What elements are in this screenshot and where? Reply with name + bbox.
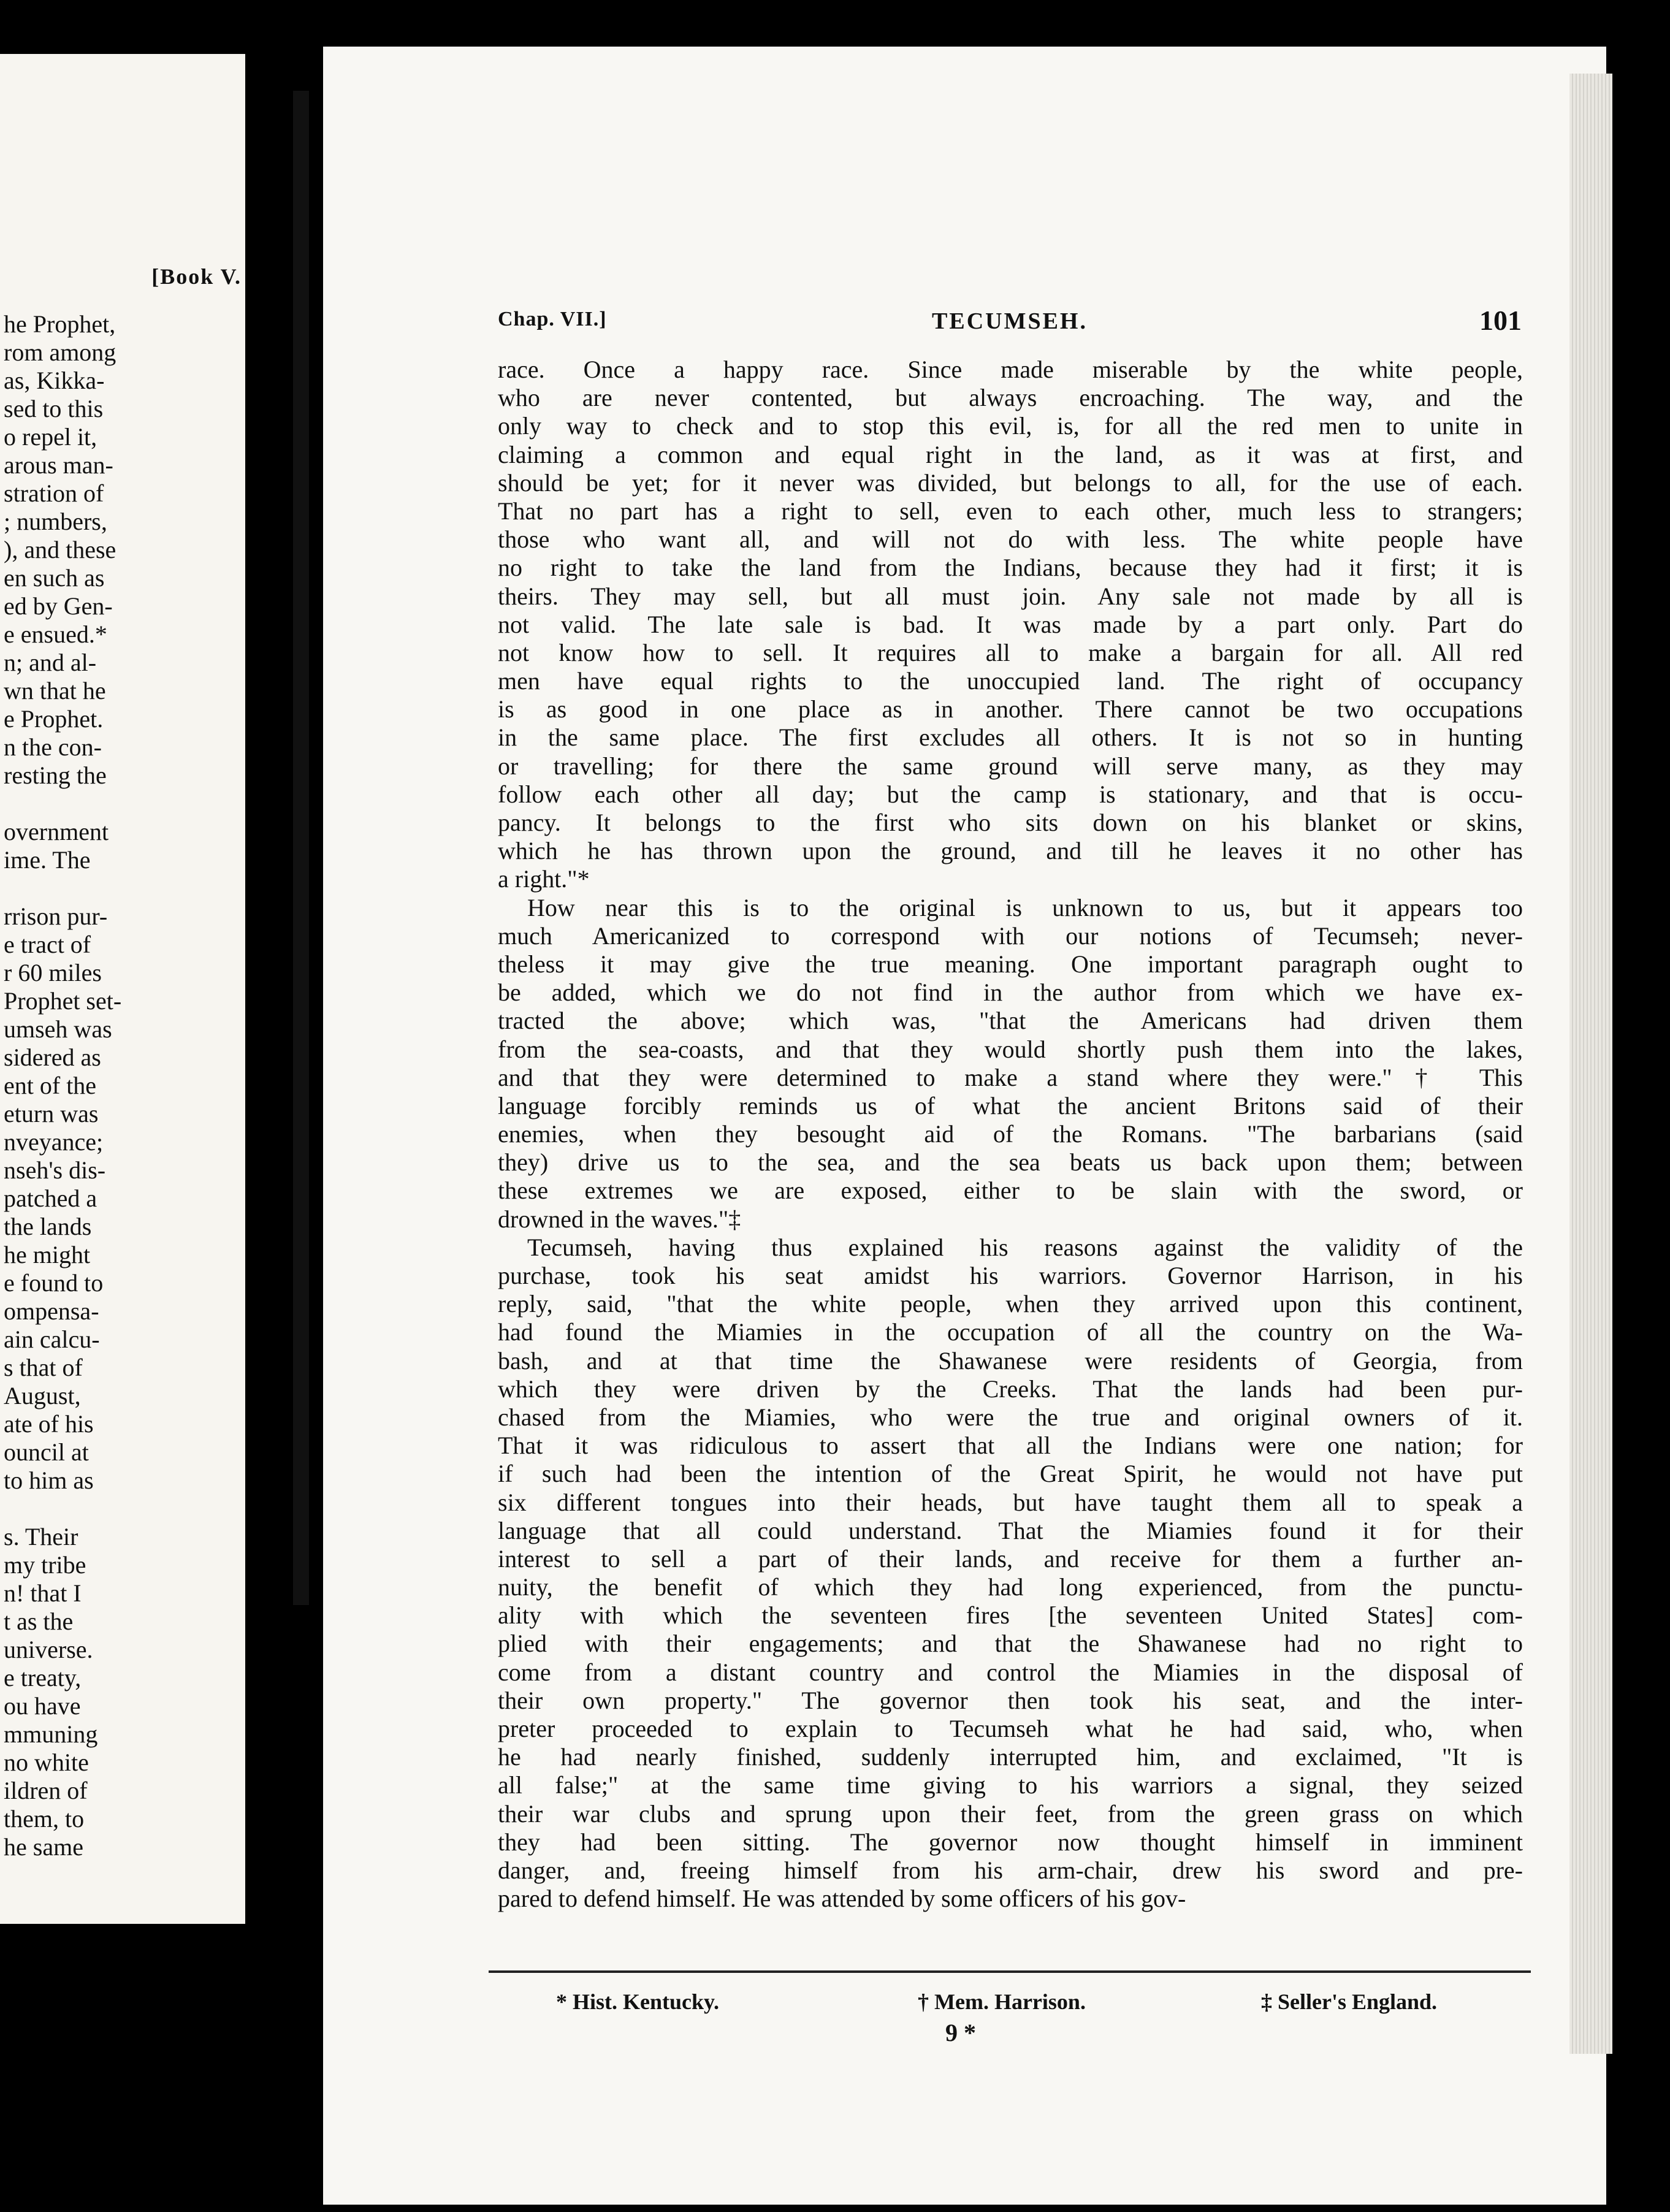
gutter-shadow xyxy=(293,91,309,1605)
left-page-text xyxy=(4,310,237,1861)
text-line: follow each other all day; but the camp is stationary, and that is occu- xyxy=(498,780,1523,808)
text-line: six different tongues into their heads, but have taught them all to speak a xyxy=(498,1488,1523,1516)
text-line: be added, which we do not find in the author from which we have ex- xyxy=(498,978,1523,1007)
text-line: had found the Miamies in the occupation of all the country on the Wa- xyxy=(498,1318,1523,1346)
left-page-line: n the con- xyxy=(4,733,102,761)
text-line: those who want all, and will not do with less. The white people have xyxy=(498,525,1523,554)
left-page-line xyxy=(4,790,237,818)
text-line: tracted the above; which was, "that the Americans had driven them xyxy=(498,1007,1523,1035)
left-page-line: stration of xyxy=(4,479,104,507)
text-line: from the sea-coasts, and that they would shortly push them into the lakes, xyxy=(498,1035,1523,1063)
text-line: chased from the Miamies, who were the true and original owners of it. xyxy=(498,1403,1523,1431)
body-text xyxy=(498,356,1523,1913)
page-edge xyxy=(1569,74,1612,2054)
left-page-line: n! that I xyxy=(4,1579,82,1607)
footnote-1: * Hist. Kentucky. xyxy=(556,1989,720,2014)
chapter-label: Chap. VII.] xyxy=(498,308,607,330)
left-page-line: e treaty, xyxy=(4,1664,82,1691)
text-line: purchase, took his seat amidst his warriors. Governor Harrison, in his xyxy=(498,1262,1523,1289)
left-page-book-label: [Book V. xyxy=(151,264,242,289)
left-page-line: universe. xyxy=(4,1636,93,1663)
text-line: preter proceeded to explain to Tecumseh what he had said, who, when xyxy=(498,1715,1523,1742)
footnote-rule xyxy=(489,1970,1531,1973)
text-line: these extremes we are exposed, either to be slain with the sword, or xyxy=(498,1177,1523,1205)
text-line: a right."* xyxy=(498,865,590,893)
text-line: How near this is to the original is unknown to us, but it appears too xyxy=(527,893,1523,921)
left-page-line: them, to xyxy=(4,1805,85,1833)
left-page-line: e tract of xyxy=(4,931,91,958)
left-page-line: ildren of xyxy=(4,1777,88,1804)
text-line: theless it may give the true meaning. One important paragraph ought to xyxy=(498,950,1523,978)
text-line: their own property." The governor then took his seat, and the inter- xyxy=(498,1686,1523,1714)
left-page-line: rom among xyxy=(4,338,116,366)
text-line: language that all could understand. That the Miamies found it for their xyxy=(498,1516,1523,1544)
left-page-line: ouncil at xyxy=(4,1438,89,1466)
text-line: come from a distant country and control the Miamies in the disposal of xyxy=(498,1658,1523,1686)
left-page-line: t as the xyxy=(4,1608,74,1635)
left-page-line: eturn was xyxy=(4,1100,99,1127)
text-line: theirs. They may sell, but all must join. Any sale not made by all is xyxy=(498,582,1523,610)
text-line: That no part has a right to sell, even to each other, much less to strangers; xyxy=(498,497,1523,525)
footnote-3: ‡ Seller's England. xyxy=(1261,1989,1438,2014)
text-line: nuity, the benefit of which they had long experienced, from the punctu- xyxy=(498,1573,1523,1601)
text-line: only way to check and to stop this evil, is, for all the red men to unite in xyxy=(498,412,1523,440)
left-page-line: Prophet set- xyxy=(4,987,122,1015)
left-page xyxy=(0,54,245,1924)
text-line: drowned in the waves."‡ xyxy=(498,1205,741,1233)
text-line: no right to take the land from the Indians, because they had it first; it is xyxy=(498,554,1523,582)
text-line: which he has thrown upon the ground, and till he leaves it no other has xyxy=(498,837,1523,865)
page xyxy=(323,47,1606,2205)
left-page-line: o repel it, xyxy=(4,423,97,451)
left-page-line: he same xyxy=(4,1833,83,1861)
left-page-line: overnment xyxy=(4,818,109,845)
left-page-line: the lands xyxy=(4,1213,92,1240)
left-page-line: arous man- xyxy=(4,451,113,479)
left-page-line: August, xyxy=(4,1382,81,1409)
running-header xyxy=(498,305,1522,345)
left-page-line: no white xyxy=(4,1749,89,1776)
footnotes xyxy=(489,1989,1531,2019)
signature-mark: 9 * xyxy=(945,2019,976,2046)
text-line: pared to defend himself. He was attended by some officers of his gov- xyxy=(498,1885,1186,1913)
left-page-line: ompensa- xyxy=(4,1297,99,1325)
text-line: not know how to sell. It requires all to make a bargain for all. All red xyxy=(498,638,1523,666)
left-page-line: patched a xyxy=(4,1184,97,1212)
text-line: enemies, when they besought aid of the Romans. "The barbarians (said xyxy=(498,1120,1523,1148)
left-page-line: sidered as xyxy=(4,1043,101,1071)
text-line: who are never contented, but always encroaching. The way, and the xyxy=(498,384,1523,412)
left-page-line: my tribe xyxy=(4,1551,86,1579)
text-line: men have equal rights to the unoccupied land. The right of occupancy xyxy=(498,667,1523,695)
text-line: race. Once a happy race. Since made miserable by the white people, xyxy=(498,356,1523,383)
left-page-line: nveyance; xyxy=(4,1128,104,1156)
left-page-line: rrison pur- xyxy=(4,902,108,930)
text-line: not valid. The late sale is bad. It was made by a part only. Part do xyxy=(498,610,1523,638)
text-line: claiming a common and equal right in the land, as it was at first, and xyxy=(498,440,1523,468)
text-line: pancy. It belongs to the first who sits down on his blanket or skins, xyxy=(498,809,1523,836)
text-line: That it was ridiculous to assert that all the Indians were one nation; for xyxy=(498,1432,1523,1460)
text-line: ality with which the seventeen fires [the seventeen United States] com- xyxy=(498,1601,1523,1630)
left-page-line: he Prophet, xyxy=(4,310,116,338)
left-page-line: he might xyxy=(4,1241,91,1268)
text-line: in the same place. The first excludes all others. It is not so in hunting xyxy=(498,723,1523,752)
left-page-line: e ensued.* xyxy=(4,620,107,648)
left-page-line: ed by Gen- xyxy=(4,592,113,620)
left-page-line: en such as xyxy=(4,564,105,592)
left-page-line: mmuning xyxy=(4,1720,98,1748)
text-line: Tecumseh, having thus explained his reasons against the validity of the xyxy=(527,1233,1523,1261)
left-page-line: umseh was xyxy=(4,1015,112,1043)
left-page-line: wn that he xyxy=(4,677,106,704)
text-line: much Americanized to correspond with our notions of Tecumseh; never- xyxy=(498,921,1523,950)
left-page-line: as, Kikka- xyxy=(4,367,105,394)
left-page-line: ent of the xyxy=(4,1072,97,1099)
left-page-line: n; and al- xyxy=(4,649,97,676)
text-line: or travelling; for there the same ground will serve many, as they may xyxy=(498,752,1523,780)
left-page-line: to him as xyxy=(4,1466,94,1494)
left-page-line: ate of his xyxy=(4,1410,94,1438)
left-page-line: sed to this xyxy=(4,395,104,422)
left-page-line: e Prophet. xyxy=(4,705,104,733)
footnote-2: † Mem. Harrison. xyxy=(918,1989,1086,2014)
text-line: they had been sitting. The governor now thought himself in imminent xyxy=(498,1828,1523,1856)
left-page-line: ain calcu- xyxy=(4,1325,100,1353)
page-number: 101 xyxy=(1479,305,1522,336)
text-line: he had nearly finished, suddenly interrupted him, and exclaimed, "It is xyxy=(498,1743,1523,1771)
left-page-line xyxy=(4,874,237,902)
text-line: is as good in one place as in another. There cannot be two occupations xyxy=(498,695,1523,723)
left-page-line: ), and these xyxy=(4,536,116,563)
text-line: language forcibly reminds us of what the ancient Britons said of their xyxy=(498,1091,1523,1119)
text-line: they) drive us to the sea, and the sea beats us back upon them; between xyxy=(498,1148,1523,1177)
left-page-line: resting the xyxy=(4,761,107,789)
left-page-line: ; numbers, xyxy=(4,508,107,535)
left-page-line: ime. The xyxy=(4,846,91,874)
text-line: danger, and, freeing himself from his arm-chair, drew his sword and pre- xyxy=(498,1856,1523,1884)
left-page-line: nseh's dis- xyxy=(4,1156,106,1184)
text-line: bash, and at that time the Shawanese were residents of Georgia, from xyxy=(498,1346,1523,1375)
left-page-line: s. Their xyxy=(4,1523,78,1550)
text-line: which they were driven by the Creeks. That the lands had been pur- xyxy=(498,1375,1523,1403)
text-line: reply, said, "that the white people, when they arrived upon this continent, xyxy=(498,1290,1523,1318)
text-line: plied with their engagements; and that the Shawanese had no right to xyxy=(498,1630,1523,1658)
text-line: interest to sell a part of their lands, and receive for them a further an- xyxy=(498,1544,1523,1573)
left-page-line xyxy=(4,1495,237,1523)
left-page-line: ou have xyxy=(4,1692,81,1720)
text-line: should be yet; for it never was divided, but belongs to all, for the use of each. xyxy=(498,468,1523,497)
left-page-line: s that of xyxy=(4,1354,83,1381)
left-page-line: r 60 miles xyxy=(4,959,102,986)
text-line: and that they were determined to make a stand where they were."† This xyxy=(498,1063,1523,1091)
text-line: all false;" at the same time giving to his warriors a signal, they seized xyxy=(498,1771,1523,1799)
running-title: TECUMSEH. xyxy=(932,308,1088,334)
text-line: their war clubs and sprung upon their feet, from the green grass on which xyxy=(498,1799,1523,1828)
left-page-line: e found to xyxy=(4,1269,104,1297)
text-line: if such had been the intention of the Great Spirit, he would not have put xyxy=(498,1460,1523,1488)
